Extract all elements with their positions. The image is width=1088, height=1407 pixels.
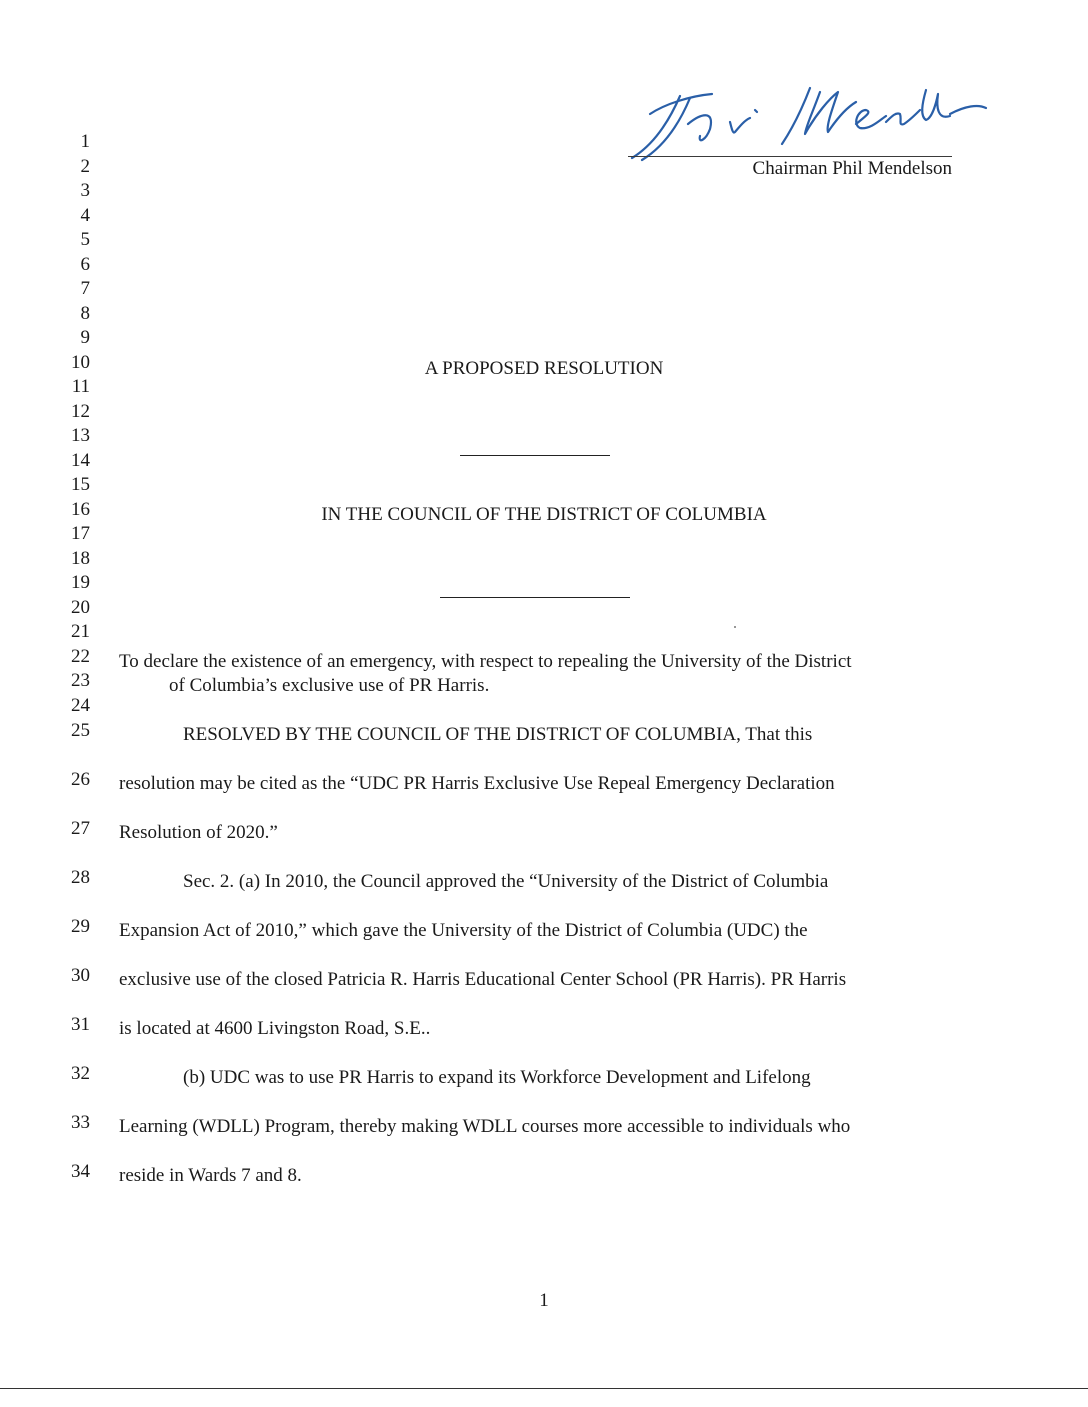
line-number: 1	[80, 131, 90, 152]
body-line-25: RESOLVED BY THE COUNCIL OF THE DISTRICT OF COLUMBIA, That this	[183, 724, 813, 745]
long-title-line-2: of Columbia’s exclusive use of PR Harris.	[169, 675, 490, 696]
body-line-32: (b) UDC was to use PR Harris to expand its Workforce Development and Lifelong	[183, 1067, 811, 1088]
body-line-30: exclusive use of the closed Patricia R. Harris Educational Center School (PR Harris). PR Harris	[119, 969, 847, 990]
line-number: 13	[71, 425, 90, 446]
line-number: 7	[80, 278, 90, 299]
handwritten-signature	[620, 74, 990, 169]
line-number: 29	[71, 916, 90, 937]
long-title-line-1: To declare the existence of an emergency, with respect to repealing the University of the District	[119, 651, 852, 672]
line-number: 15	[71, 474, 90, 495]
title-rule	[460, 455, 610, 456]
line-number: 8	[80, 303, 90, 324]
line-number: 33	[71, 1112, 90, 1133]
line-number: 26	[71, 769, 90, 790]
body-line-31: is located at 4600 Livingston Road, S.E..	[119, 1018, 431, 1039]
resolution-title: A PROPOSED RESOLUTION	[424, 358, 664, 379]
line-number: 30	[71, 965, 90, 986]
line-number: 22	[71, 646, 90, 667]
line-number: 34	[71, 1161, 90, 1182]
council-heading: IN THE COUNCIL OF THE DISTRICT OF COLUMBIA	[321, 504, 767, 525]
line-number: 17	[71, 523, 90, 544]
line-number: 5	[80, 229, 90, 250]
body-line-29: Expansion Act of 2010,” which gave the University of the District of Columbia (UDC) the	[119, 920, 808, 941]
page-bottom-edge	[0, 1388, 1088, 1389]
body-line-34: reside in Wards 7 and 8.	[119, 1165, 302, 1186]
line-number: 2	[80, 156, 90, 177]
line-number: 18	[71, 548, 90, 569]
body-line-33: Learning (WDLL) Program, thereby making WDLL courses more accessible to individuals who	[119, 1116, 851, 1137]
body-line-26: resolution may be cited as the “UDC PR Harris Exclusive Use Repeal Emergency Declaration	[119, 773, 835, 794]
line-number: 28	[71, 867, 90, 888]
line-number: 3	[80, 180, 90, 201]
body-line-28: Sec. 2. (a) In 2010, the Council approved the “University of the District of Columbia	[183, 871, 829, 892]
line-number: 9	[80, 327, 90, 348]
line-number: 4	[80, 205, 90, 226]
scan-speck	[734, 626, 736, 628]
line-number: 12	[71, 401, 90, 422]
line-number: 27	[71, 818, 90, 839]
line-number: 21	[71, 621, 90, 642]
line-number: 11	[71, 376, 90, 397]
line-number: 19	[71, 572, 90, 593]
signer-name: Chairman Phil Mendelson	[752, 158, 952, 179]
line-number: 10	[71, 352, 90, 373]
line-number: 6	[80, 254, 90, 275]
line-number: 14	[71, 450, 90, 471]
line-number: 32	[71, 1063, 90, 1084]
heading-rule	[440, 597, 630, 598]
signature-line	[628, 156, 952, 157]
line-number: 25	[71, 720, 90, 741]
body-line-27: Resolution of 2020.”	[119, 822, 278, 843]
line-number: 23	[71, 670, 90, 691]
line-number: 24	[71, 695, 90, 716]
page-number: 1	[539, 1290, 549, 1311]
line-number: 20	[71, 597, 90, 618]
line-number: 31	[71, 1014, 90, 1035]
line-number: 16	[71, 499, 90, 520]
